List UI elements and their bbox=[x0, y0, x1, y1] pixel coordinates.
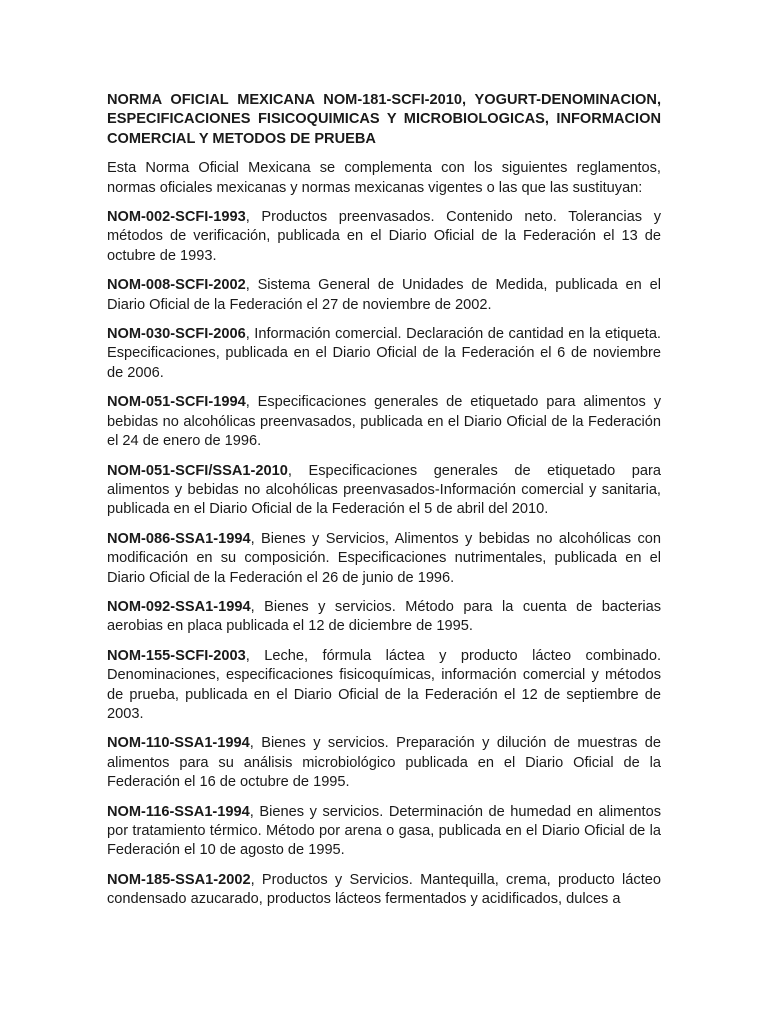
norm-code: NOM-116-SSA1-1994 bbox=[107, 803, 250, 820]
norm-code: NOM-051-SCFI-1994 bbox=[107, 394, 246, 411]
norm-description: , Bienes y Servicios, Alimentos y bebidas no alcohólicas con modificación en su composición. Especificaciones nutrimentales, publicada en el Diario Oficial de la Federación el 26 de junio de 1996. bbox=[107, 530, 661, 586]
norm-code: NOM-092-SSA1-1994 bbox=[107, 598, 251, 615]
norm-item bbox=[107, 871, 661, 910]
norm-description: , Productos preenvasados. Contenido neto. Tolerancias y métodos de verificación, publicada en el Diario Oficial de la Federación el 13 de octubre de 1993. bbox=[107, 209, 661, 264]
norm-code: NOM-155-SCFI-2003 bbox=[107, 647, 246, 664]
norm-item bbox=[107, 530, 661, 588]
norm-description: , Especificaciones generales de etiquetado para alimentos y bebidas no alcohólicas preenvasados-Información comercial y sanitaria, publicada en el Diario Oficial de la Federación el 5 de abril del 2010. bbox=[107, 462, 661, 518]
norm-code: NOM-051-SCFI/SSA1-2010 bbox=[107, 462, 288, 479]
norm-code: NOM-008-SCFI-2002 bbox=[107, 277, 246, 294]
norm-description: , Sistema General de Unidades de Medida, publicada en el Diario Oficial de la Federación el 27 de noviembre de 2002. bbox=[107, 277, 661, 313]
norm-item bbox=[107, 734, 661, 792]
norm-code: NOM-185-SSA1-2002 bbox=[107, 871, 251, 888]
norm-item bbox=[107, 803, 661, 861]
norm-item bbox=[107, 598, 661, 637]
intro-paragraph: Esta Norma Oficial Mexicana se complementa con los siguientes reglamentos, normas oficiales mexicanas y normas mexicanas vigentes o las que las sustituyan: bbox=[107, 160, 661, 196]
norm-description: , Bienes y servicios. Preparación y dilución de muestras de alimentos para su análisis microbiológico publicada en el Diario Oficial de la Federación el 16 de octubre de 1995. bbox=[107, 735, 661, 791]
document-title: NORMA OFICIAL MEXICANA NOM-181-SCFI-2010, YOGURT-DENOMINACION, ESPECIFICACIONES FISICOQUIMICAS Y MICROBIOLOGICAS, INFORMACION COMERCIAL Y METODOS DE PRUEBA bbox=[107, 92, 661, 147]
norm-description: , Especificaciones generales de etiquetado para alimentos y bebidas no alcohólicas preenvasados, publicada en el Diario Oficial de la Federación el 24 de enero de 1996. bbox=[107, 394, 661, 450]
norm-code: NOM-030-SCFI-2006 bbox=[107, 326, 246, 343]
norm-description: , Información comercial. Declaración de cantidad en la etiqueta. Especificaciones, publicada en el Diario Oficial de la Federación el 6 de noviembre de 2006. bbox=[107, 326, 661, 381]
norm-code: NOM-086-SSA1-1994 bbox=[107, 530, 251, 547]
norm-item bbox=[107, 276, 661, 315]
norm-item bbox=[107, 462, 661, 520]
norm-description: , Leche, fórmula láctea y producto lácteo combinado. Denominaciones, especificaciones fisicoquímicas, información comercial y métodos de prueba, publicada en el Diario Oficial de la Federación el 12 de septiembre de 2003. bbox=[107, 647, 661, 722]
norm-description: , Bienes y servicios. Método para la cuenta de bacterias aerobias en placa publicada el 12 de diciembre de 1995. bbox=[107, 598, 661, 635]
norm-item bbox=[107, 647, 661, 725]
norm-code: NOM-110-SSA1-1994 bbox=[107, 735, 250, 752]
document-page bbox=[107, 91, 661, 920]
norm-description: , Productos y Servicios. Mantequilla, crema, producto lácteo condensado azucarado, productos lácteos fermentados y acidificados, dulces a bbox=[107, 871, 661, 908]
norm-description: , Bienes y servicios. Determinación de humedad en alimentos por tratamiento térmico. Método por arena o gasa, publicada en el Diario Oficial de la Federación el 10 de agosto de 1995. bbox=[107, 803, 661, 859]
norm-code: NOM-002-SCFI-1993 bbox=[107, 209, 246, 226]
norm-item bbox=[107, 325, 661, 383]
norm-item bbox=[107, 393, 661, 451]
norm-item bbox=[107, 208, 661, 266]
